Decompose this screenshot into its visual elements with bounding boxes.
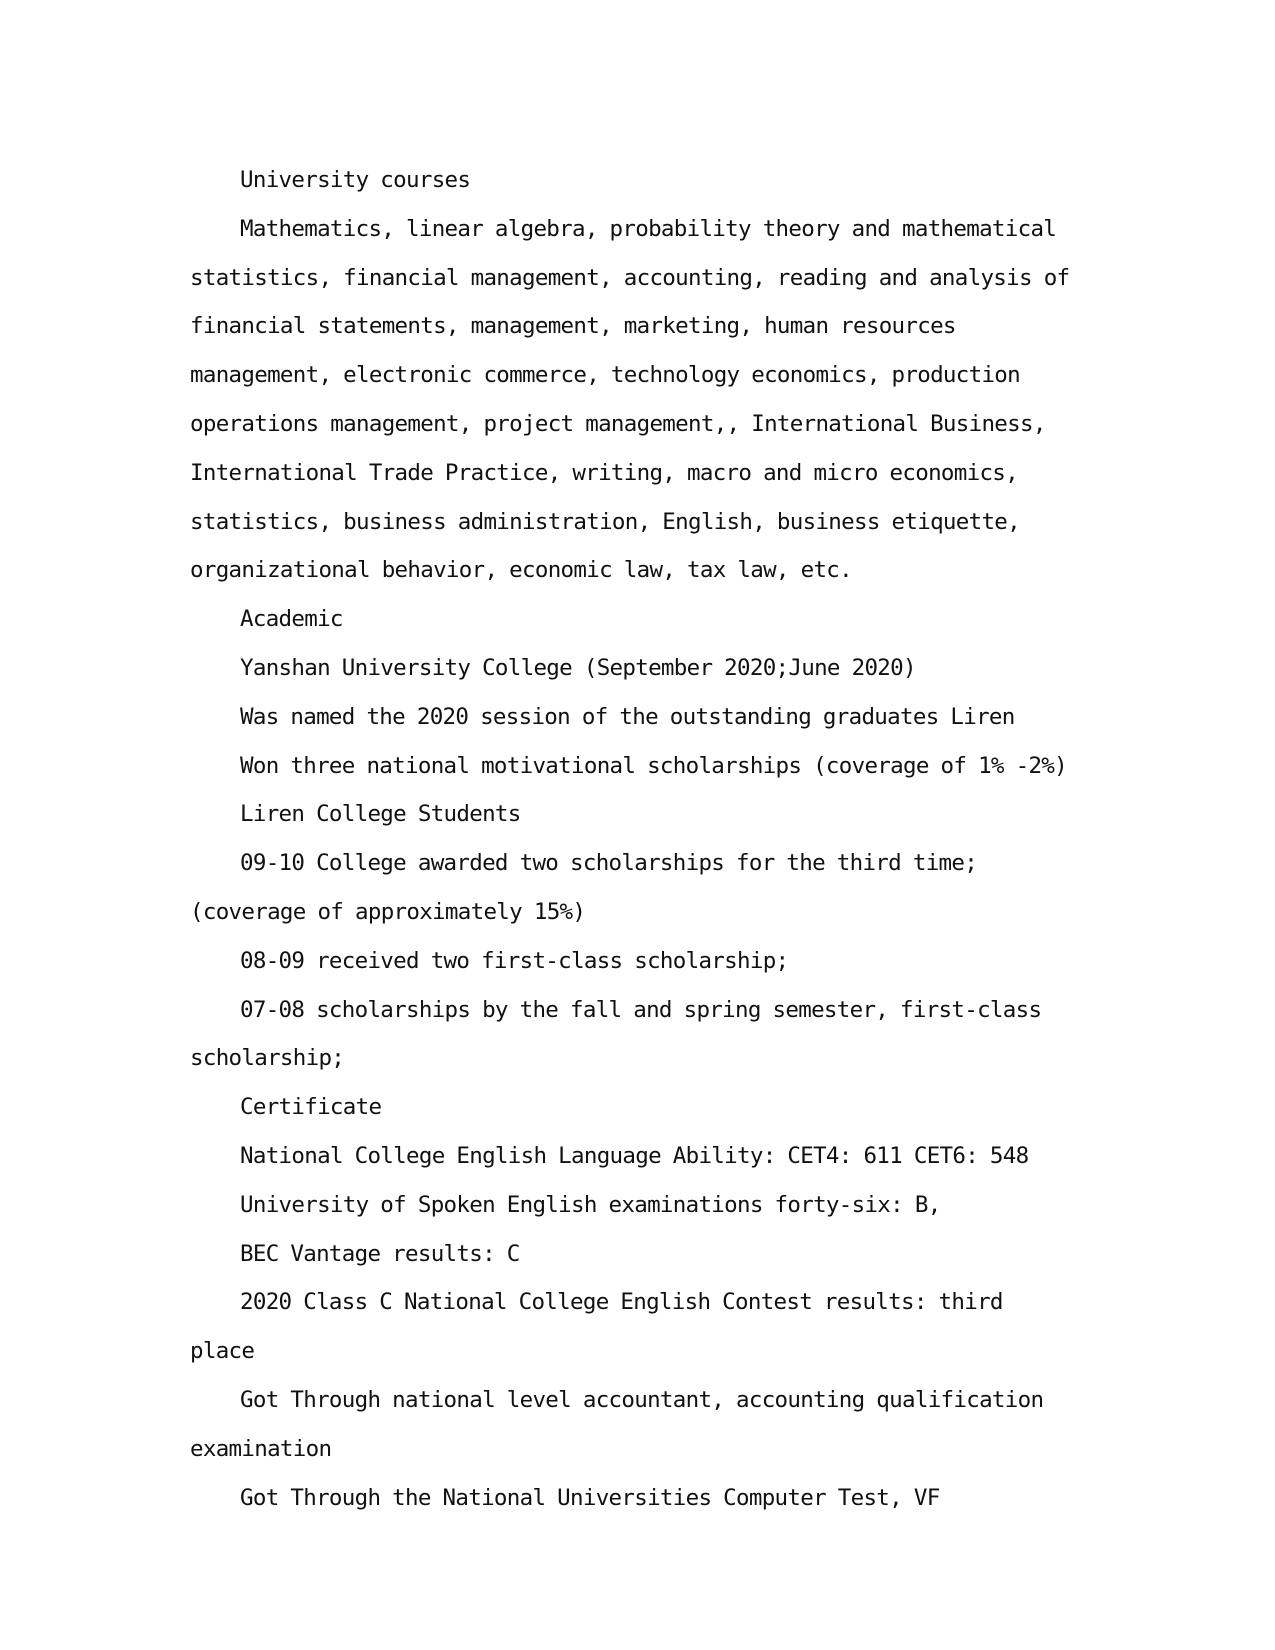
academic-liren-students: Liren College Students bbox=[240, 801, 521, 828]
certificate-bec: BEC Vantage results: C bbox=[240, 1240, 520, 1267]
academic-honor-national-scholarships: Won three national motivational scholarships (coverage of 1% -2%) bbox=[240, 752, 1067, 779]
academic-scholarship-08-09: 08-09 received two first-class scholarship; bbox=[240, 947, 789, 974]
certificate-english-contest: 2020 Class C National College English Contest results: third place bbox=[190, 1289, 1003, 1365]
certificate-cet: National College English Language Ability: CET4: 611 CET6: 548 bbox=[240, 1142, 1029, 1169]
section-heading-academic: Academic bbox=[240, 606, 343, 633]
academic-college-line: Yanshan University College (September 2020;June 2020) bbox=[240, 654, 916, 681]
certificate-accountant: Got Through national level accountant, accounting qualification examination bbox=[190, 1386, 1044, 1462]
academic-scholarship-09-10: 09-10 College awarded two scholarships for the third time; (coverage of approximately 15%) bbox=[190, 850, 978, 925]
course-list-paragraph: Mathematics, linear algebra, probability theory and mathematical statistics, financial management, accounting, reading and analysis of financial statements, management, marketing, human resources management, electronic commerce, technology economics, production operations management, project management,, International Business, International Trade Practice, writing, macro and micro economics, statistics, business administration, English, business etiquette, organizational behavior, economic law, tax law, etc. bbox=[190, 215, 1070, 584]
section-heading-university-courses: University courses bbox=[240, 167, 471, 193]
academic-scholarship-07-08: 07-08 scholarships by the fall and spring semester, first-class scholarship; bbox=[190, 996, 1042, 1072]
document-body bbox=[190, 156, 1070, 1522]
section-heading-certificate: Certificate bbox=[240, 1094, 382, 1121]
academic-honor-graduate: Was named the 2020 session of the outstanding graduates Liren bbox=[240, 703, 1015, 730]
certificate-computer-test: Got Through the National Universities Computer Test, VF bbox=[240, 1484, 940, 1511]
certificate-spoken-english: University of Spoken English examinations forty-six: B, bbox=[240, 1191, 941, 1218]
